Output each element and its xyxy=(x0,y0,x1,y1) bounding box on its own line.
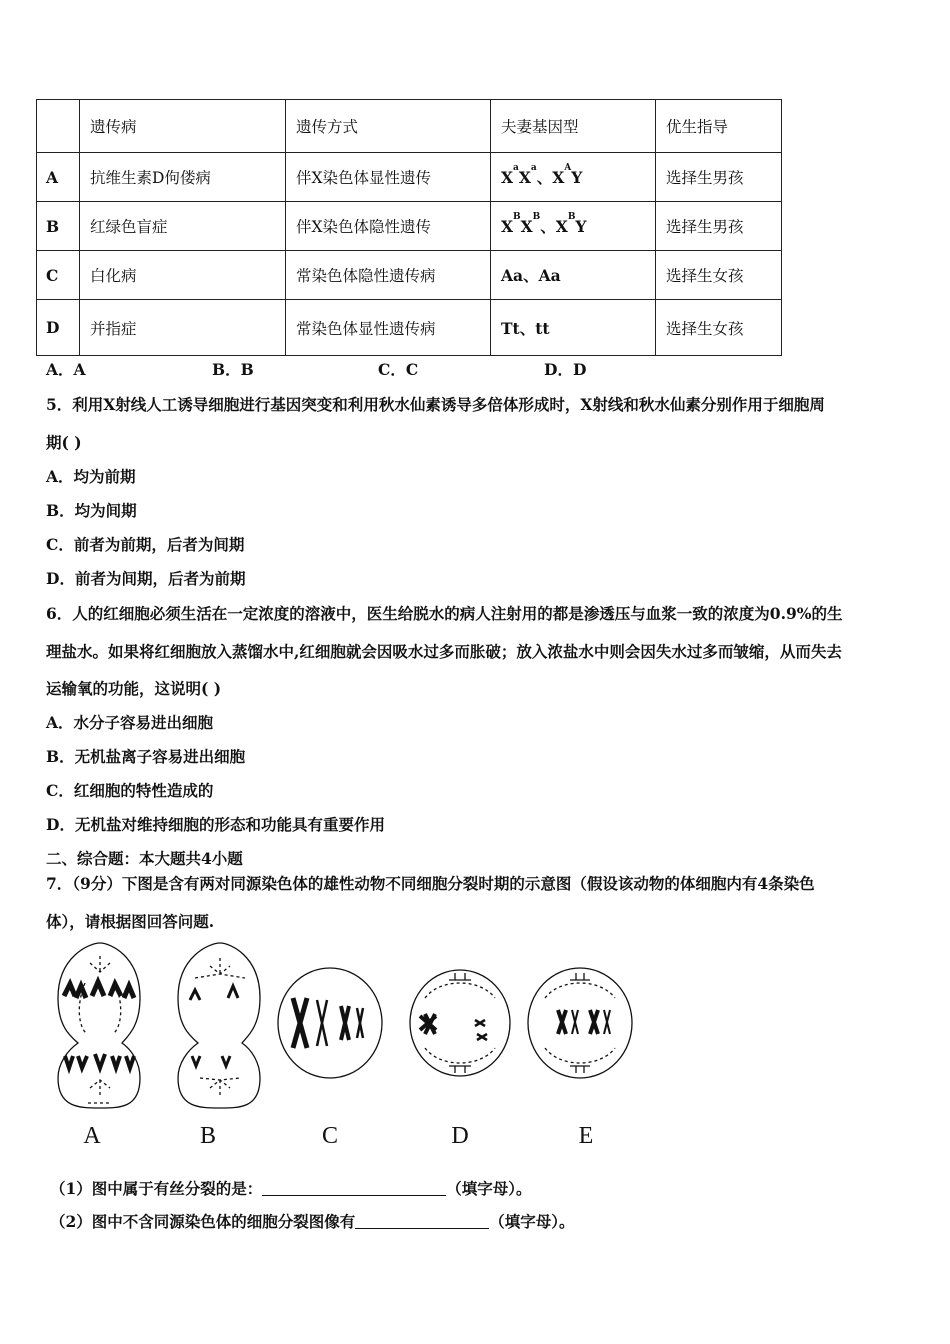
row-key: D xyxy=(37,300,80,356)
q7-sub1 xyxy=(50,1177,532,1199)
figure-label-a: A xyxy=(83,1123,101,1149)
table-row xyxy=(37,153,782,202)
q6-option-b[interactable]: B．无机盐离子容易进出细胞 xyxy=(46,747,246,766)
disease-cell: 红绿色盲症 xyxy=(80,202,286,251)
mode-cell: 常染色体显性遗传病 xyxy=(286,300,491,356)
genetics-table xyxy=(36,99,782,356)
table-header-cell: 遗传方式 xyxy=(286,100,491,153)
advice-cell: 选择生女孩 xyxy=(656,251,782,300)
table-header-cell: 遗传病 xyxy=(80,100,286,153)
q5-option-d[interactable]: D．前者为间期，后者为前期 xyxy=(46,569,246,588)
figure-label-e: E xyxy=(578,1123,594,1149)
advice-cell: 选择生男孩 xyxy=(656,202,782,251)
option-a[interactable]: A．A xyxy=(46,360,86,379)
q5-stem-line2: 期( ) xyxy=(46,433,82,452)
q7-sub2-suffix: （填字母）。 xyxy=(489,1212,575,1231)
cell-division-figure xyxy=(40,938,650,1153)
answer-blank-1[interactable] xyxy=(262,1180,446,1196)
genotype-cell: $X^aX^a$、$X^AY$ xyxy=(491,153,656,202)
q5-option-a[interactable]: A．均为前期 xyxy=(46,467,136,486)
q6-option-c[interactable]: C．红细胞的特性造成的 xyxy=(46,781,214,800)
cell-e xyxy=(528,968,632,1078)
q6-stem-line3: 运输氧的功能，这说明( ) xyxy=(46,679,222,698)
figure-label-d: D xyxy=(451,1123,469,1149)
advice-cell: 选择生男孩 xyxy=(656,153,782,202)
disease-cell: 白化病 xyxy=(80,251,286,300)
q7-sub1-prefix: （1）图中属于有丝分裂的是： xyxy=(50,1179,263,1198)
option-c[interactable]: C．C xyxy=(378,360,419,379)
q6-option-a[interactable]: A．水分子容易进出细胞 xyxy=(46,713,214,732)
q7-sub1-suffix: （填字母）。 xyxy=(446,1179,532,1198)
table-header-row xyxy=(37,100,782,153)
q6-stem-line1: 6．人的红细胞必须生活在一定浓度的溶液中，医生给脱水的病人注射用的都是渗透压与血浆一致的浓度为0.9%的生 xyxy=(46,604,843,623)
table-header-cell: 夫妻基因型 xyxy=(491,100,656,153)
cell-d xyxy=(410,970,510,1076)
disease-cell: 抗维生素D佝偻病 xyxy=(80,153,286,202)
genotype-cell: Aa、Aa xyxy=(491,251,656,300)
figure-label-c: C xyxy=(321,1123,339,1149)
q7-sub2 xyxy=(50,1210,575,1232)
mode-cell: 伴X染色体隐性遗传 xyxy=(286,202,491,251)
table-header-cell: 优生指导 xyxy=(656,100,782,153)
table-row xyxy=(37,300,782,356)
section-heading: 二、综合题：本大题共4小题 xyxy=(46,849,243,868)
q6-stem-line2: 理盐水。如果将红细胞放入蒸馏水中,红细胞就会因吸水过多而胀破；放入浓盐水中则会因失水过多而皱缩，从而失去 xyxy=(46,642,842,661)
answer-blank-2[interactable] xyxy=(355,1213,489,1229)
q4-options xyxy=(46,358,586,380)
row-key: C xyxy=(37,251,80,300)
genotype-cell: Tt、tt xyxy=(491,300,656,356)
cell-c xyxy=(278,968,382,1078)
option-d[interactable]: D．D xyxy=(544,360,587,379)
advice-cell: 选择生女孩 xyxy=(656,300,782,356)
row-key: B xyxy=(37,202,80,251)
q7-stem-line1: 7．（9分）下图是含有两对同源染色体的雄性动物不同细胞分裂时期的示意图（假设该动物的体细胞内有4条染色 xyxy=(46,874,815,893)
disease-cell: 并指症 xyxy=(80,300,286,356)
q6-option-d[interactable]: D．无机盐对维持细胞的形态和功能具有重要作用 xyxy=(46,815,385,834)
cell-b xyxy=(178,943,260,1108)
q5-option-c[interactable]: C．前者为前期，后者为间期 xyxy=(46,535,245,554)
q5-stem-line1: 5．利用X射线人工诱导细胞进行基因突变和利用秋水仙素诱导多倍体形成时，X射线和秋水仙素分别作用于细胞周 xyxy=(46,395,825,414)
figure-label-b: B xyxy=(199,1123,217,1149)
q5-option-b[interactable]: B．均为间期 xyxy=(46,501,137,520)
row-key: A xyxy=(37,153,80,202)
table-row xyxy=(37,202,782,251)
cell-a xyxy=(58,943,140,1108)
genotype-cell: $X^BX^B$、$X^BY$ xyxy=(491,202,656,251)
mode-cell: 伴X染色体显性遗传 xyxy=(286,153,491,202)
mode-cell: 常染色体隐性遗传病 xyxy=(286,251,491,300)
q7-sub2-prefix: （2）图中不含同源染色体的细胞分裂图像有 xyxy=(50,1212,356,1231)
table-row xyxy=(37,251,782,300)
q7-stem-line2: 体），请根据图回答问题. xyxy=(46,912,215,931)
table-header-cell xyxy=(37,100,80,153)
option-b[interactable]: B．B xyxy=(212,360,254,379)
